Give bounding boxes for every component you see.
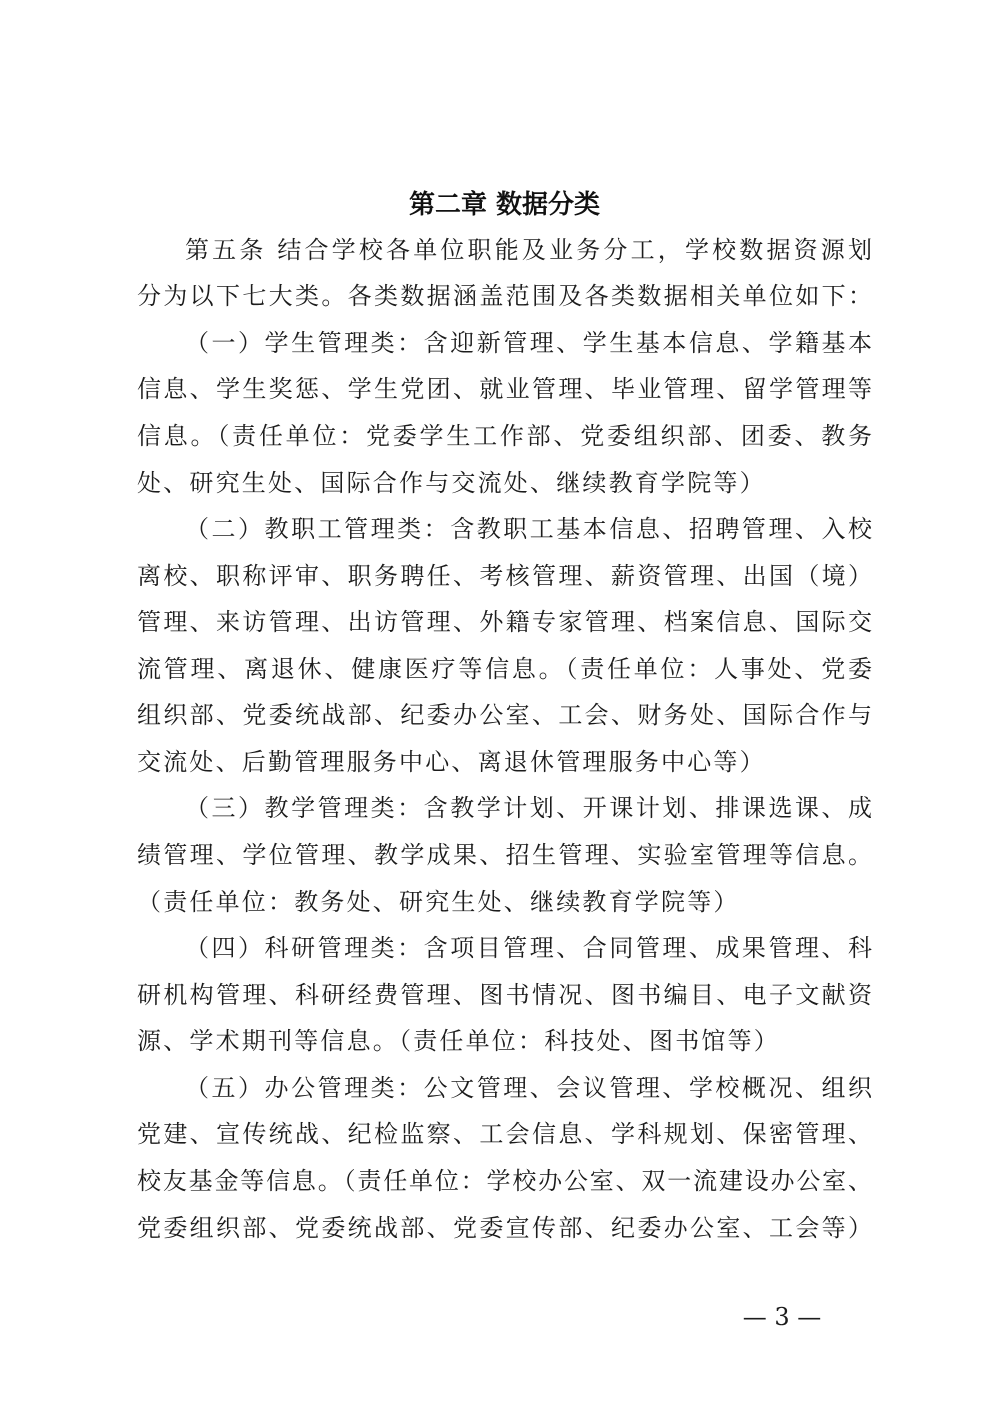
text-line: 信息、学生奖惩、学生党团、就业管理、毕业管理、留学管理等 [137, 375, 872, 404]
text-line: 党建、宣传统战、纪检监察、工会信息、学科规划、保密管理、 [137, 1120, 872, 1149]
paragraph-research-management [137, 925, 872, 1065]
text-line: 信息。（责任单位：党委学生工作部、党委组织部、团委、教务 [137, 421, 872, 450]
text-line: 绩管理、学位管理、教学成果、招生管理、实验室管理等信息。 [137, 841, 872, 869]
text-line: （五）办公管理类：公文管理、会议管理、学校概况、组织 [185, 1073, 872, 1102]
text-line: 管理、来访管理、出访管理、外籍专家管理、档案信息、国际交 [137, 608, 872, 637]
text-line: 校友基金等信息。（责任单位：学校办公室、双一流建设办公室、 [137, 1166, 872, 1195]
paragraph-staff-management [137, 506, 872, 785]
text-line: 研机构管理、科研经费管理、图书情况、图书编目、电子文献资 [137, 980, 872, 1009]
text-line: （责任单位：教务处、研究生处、继续教育学院等） [137, 887, 740, 916]
text-line: （四）科研管理类：含项目管理、合同管理、成果管理、科 [185, 934, 872, 963]
text-line: （三）教学管理类：含教学计划、开课计划、排课选课、成 [185, 794, 872, 823]
paragraph-student-management [137, 320, 872, 506]
text-line: 分为以下七大类。各类数据涵盖范围及各类数据相关单位如下： [137, 282, 872, 311]
page-number: — 3 — [742, 1303, 822, 1331]
text-line: 交流处、后勤管理服务中心、离退休管理服务中心等） [137, 747, 766, 776]
text-line: （一）学生管理类：含迎新管理、学生基本信息、学籍基本 [185, 328, 872, 357]
text-line: 离校、职称评审、职务聘任、考核管理、薪资管理、出国（境） [137, 561, 872, 590]
text-line: 组织部、党委统战部、纪委办公室、工会、财务处、国际合作与 [137, 701, 872, 730]
text-line: 第五条 结合学校各单位职能及业务分工，学校数据资源划 [185, 235, 872, 264]
document-body [137, 227, 872, 1251]
text-line: 处、研究生处、国际合作与交流处、继续教育学院等） [137, 468, 766, 497]
text-line: 源、学术期刊等信息。（责任单位：科技处、图书馆等） [137, 1027, 780, 1056]
text-line: 党委组织部、党委统战部、党委宣传部、纪委办公室、工会等） [137, 1213, 872, 1242]
text-line: （二）教职工管理类：含教职工基本信息、招聘管理、入校 [185, 515, 872, 544]
paragraph-article-5 [137, 227, 872, 320]
paragraph-teaching-management [137, 785, 872, 925]
chapter-title: 第二章 数据分类 [408, 190, 601, 220]
text-line: 流管理、离退休、健康医疗等信息。（责任单位：人事处、党委 [137, 654, 872, 683]
paragraph-office-management [137, 1065, 872, 1251]
